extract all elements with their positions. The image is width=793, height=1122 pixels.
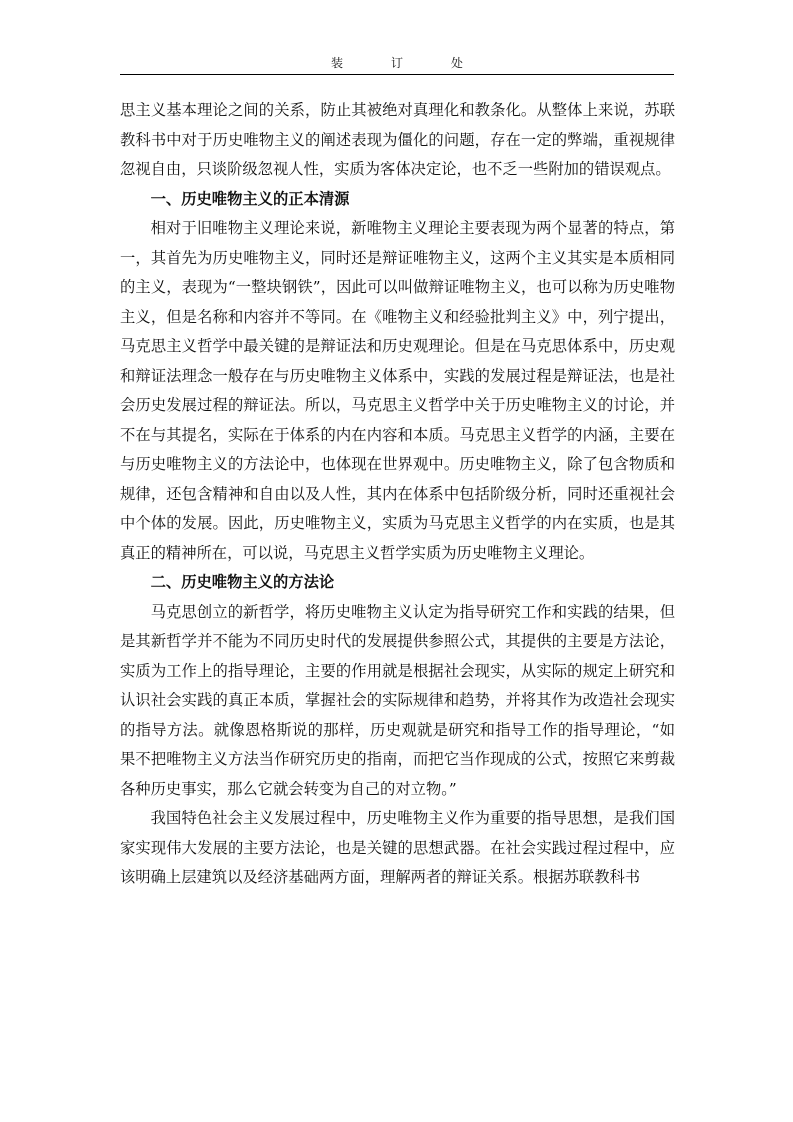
paragraph-section-2a: 马克思创立的新哲学，将历史唯物主义认定为指导研究工作和实践的结果，但是其新哲学并不能为不同历史时代的发展提供参照公式，其提供的主要是方法论，实质为工作上的指导理论，主要的作用就是根据社会现实，从实际的规定上研究和认识社会实践的真正本质，掌握社会的实际规律和趋势，并将其作为改造社会现实的指导方法。就像恩格斯说的那样，历史观就是研究和指导工作的指导理论，“如果不把唯物主义方法当作研究历史的指南，而把它当作现成的公式，按照它来剪裁各种历史事实，那么它就会转变为自己的对立物。” [120,602,675,798]
paragraph-section-1: 相对于旧唯物主义理论来说，新唯物主义理论主要表现为两个显著的特点，第一，其首先为历史唯物主义，同时还是辩证唯物主义，这两个主义其实是本质相同的主义，表现为“一整块钢铁”，因此可以叫做辩证唯物主义，也可以称为历史唯物主义，但是名称和内容并不等同。在《唯物主义和经验批判主义》中，列宁提出，马克思主义哲学中最关键的是辩证法和历史观理论。但是在马克思体系中，历史观和辩证法理念一般存在与历史唯物主义体系中，实践的发展过程是辩证法，也是社会历史发展过程的辩证法。所以，马克思主义哲学中关于历史唯物主义的讨论，并不在与其提名，实际在于体系的内在内容和本质。马克思主义哲学的内涵，主要在与历史唯物主义的方法论中，也体现在世界观中。历史唯物主义，除了包含物质和规律，还包含精神和自由以及人性，其内在体系中包括阶级分析，同时还重视社会中个体的发展。因此，历史唯物主义，实质为马克思主义哲学的内在实质，也是其真正的精神所在，可以说，马克思主义哲学实质为历史唯物主义理论。 [120,219,675,562]
paragraph-continued: 思主义基本理论之间的关系，防止其被绝对真理化和教条化。从整体上来说，苏联教科书中对于历史唯物主义的阐述表现为僵化的问题，存在一定的弊端，重视规律忽视自由，只谈阶级忽视人性，实质为客体决定论，也不乏一些附加的错误观点。 [120,101,675,178]
paragraph-section-2b: 我国特色社会主义发展过程中，历史唯物主义作为重要的指导思想，是我们国家实现伟大发展的主要方法论，也是关键的思想武器。在社会实践过程过程中，应该明确上层建筑以及经济基础两方面，理解两者的辩证关系。根据苏联教科书 [120,809,675,886]
binding-label: 装 订 处 [330,56,481,70]
document-body [120,96,675,893]
section-heading-2: 二、历史唯物主义的方法论 [150,573,335,591]
page-header [120,52,674,75]
section-heading-1: 一、历史唯物主义的正本清源 [150,189,350,208]
